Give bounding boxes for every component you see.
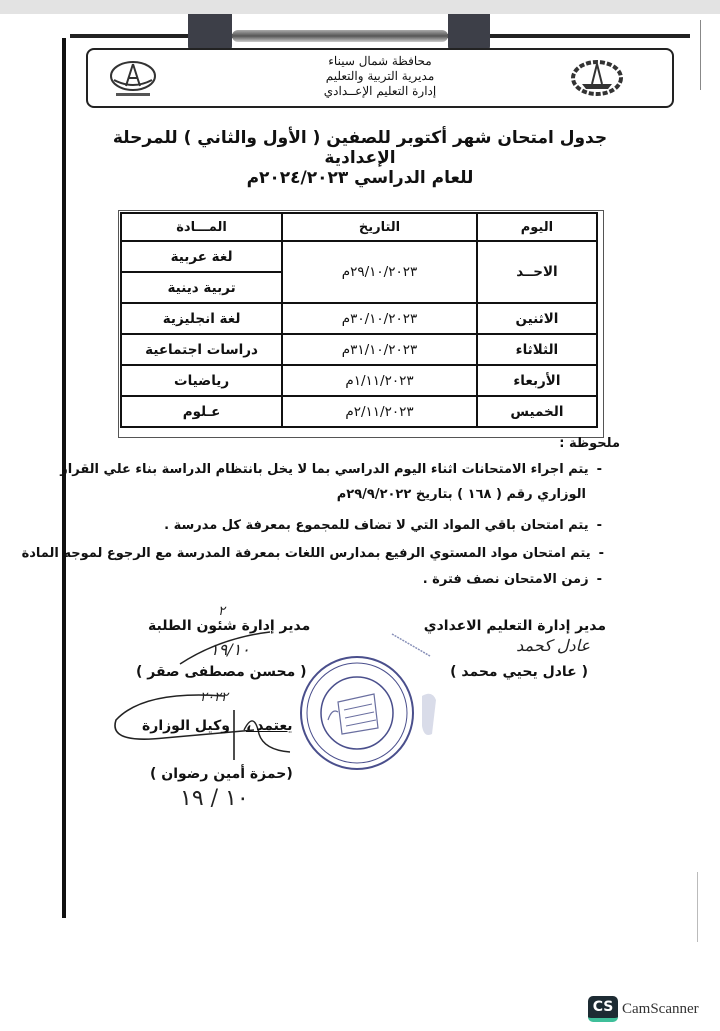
page-edge-line-right — [700, 20, 701, 90]
handwritten-year-approval: ٢٠٢٢ — [200, 690, 228, 705]
header-date: التاريخ — [282, 213, 477, 241]
notes-title: ملحوظة : — [559, 436, 620, 451]
table-row — [121, 241, 597, 272]
administration-name: إدارة التعليم الإعــدادي — [323, 84, 437, 98]
handwritten-date-approval: ١٠ / ١٩ — [180, 786, 249, 811]
date-cell: ٣١/١٠/٢٠٢٣م — [282, 334, 477, 365]
signature-slash-icon — [390, 630, 450, 660]
approval-signatory-name: (حمزة أمين رضوان ) — [150, 766, 293, 782]
day-cell: الاحــد — [477, 241, 597, 303]
subject-cell: دراسات اجتماعية — [121, 334, 282, 365]
date-cell: ٣٠/١٠/٢٠٢٣م — [282, 303, 477, 334]
subject-cell: عـلوم — [121, 396, 282, 427]
bullet-dash: - — [596, 462, 602, 477]
header-day: اليوم — [477, 213, 597, 241]
date-cell: ٢٩/١٠/٢٠٢٣م — [282, 241, 477, 303]
day-cell: الخميس — [477, 396, 597, 427]
document-title: جدول امتحان شهر أكتوبر للصفين ( الأول والثاني ) للمرحلة الإعدادية — [112, 128, 608, 168]
day-cell: الثلاثاء — [477, 334, 597, 365]
note-item — [22, 546, 604, 561]
subject-cell: تربية دينية — [121, 272, 282, 303]
signatory-name-right: ( عادل يحيي محمد ) — [450, 664, 588, 680]
governorate-emblem-icon — [562, 56, 632, 100]
note-text: يتم امتحان مواد المستوي الرفيع بمدارس اللغات بمعرفة المدرسة مع الرجوع لموجه المادة — [21, 546, 591, 561]
day-cell: الأربعاء — [477, 365, 597, 396]
bullet-dash: - — [596, 572, 602, 587]
subject-cell: لغة انجليزية — [121, 303, 282, 334]
governorate-name: محافظة شمال سيناء — [328, 54, 432, 68]
signatory-name-left: ( محسن مصطفى صقر ) — [136, 664, 307, 680]
note-item-continuation — [337, 487, 586, 502]
subject-cell: لغة عربية — [121, 241, 282, 272]
note-text: يتم امتحان باقي المواد التي لا تضاف للمجموع بمعرفة كل مدرسة . — [164, 518, 589, 533]
directorate-name: مديرية التربية والتعليم — [325, 69, 435, 83]
approval-label: يعتمد ، — [246, 718, 293, 734]
camscanner-logo-icon: CS — [588, 996, 618, 1022]
note-item — [423, 572, 602, 587]
handwritten-signature-right: عادل كحمد — [516, 636, 590, 655]
note-item — [164, 518, 602, 533]
table-row — [121, 334, 597, 365]
note-text: زمن الامتحان نصف فترة . — [422, 572, 589, 587]
table-row — [121, 303, 597, 334]
top-bar — [0, 0, 720, 14]
handwritten-mark-left: ٢ — [218, 604, 225, 619]
bullet-dash: - — [598, 546, 604, 561]
page-edge-line — [62, 38, 66, 918]
day-cell: الاثنين — [477, 303, 597, 334]
bullet-dash: - — [596, 518, 602, 533]
page-edge-line-right-bottom — [697, 872, 698, 942]
clipboard-clip — [232, 30, 448, 42]
official-stamp-icon — [298, 654, 416, 772]
header-subject: المـــادة — [121, 213, 282, 241]
stamp-smudge-icon — [418, 690, 440, 740]
date-cell: ١/١١/٢٠٢٣م — [282, 365, 477, 396]
camscanner-label: CamScanner — [622, 1000, 699, 1017]
handwritten-date-left: ١٩/١٠ — [210, 640, 250, 659]
table-header-row — [121, 213, 597, 241]
subject-cell: رياضيات — [121, 365, 282, 396]
table-row — [121, 396, 597, 427]
table-row — [121, 365, 597, 396]
exam-schedule-table — [120, 212, 598, 428]
date-cell: ٢/١١/٢٠٢٣م — [282, 396, 477, 427]
signature-title-right: مدير إدارة التعليم الاعدادي — [423, 618, 606, 634]
signature-title-left: مدير إدارة شئون الطلبة — [148, 618, 311, 634]
approval-title: وكيل الوزارة — [142, 718, 230, 734]
letterhead — [86, 48, 674, 108]
camscanner-watermark — [588, 996, 699, 1022]
academic-year: للعام الدراسي ٢٠٢٤/٢٠٢٣م — [246, 168, 474, 188]
signature-stroke-icon — [170, 628, 280, 668]
note-text: الوزاري رقم ( ١٦٨ ) بتاريخ ٢٩/٩/٢٠٢٢م — [336, 487, 586, 502]
note-text: يتم اجراء الامتحانات اثناء اليوم الدراسي بما لا يخل بانتظام الدراسة بناء علي القرار — [60, 462, 589, 477]
note-item — [60, 462, 602, 477]
